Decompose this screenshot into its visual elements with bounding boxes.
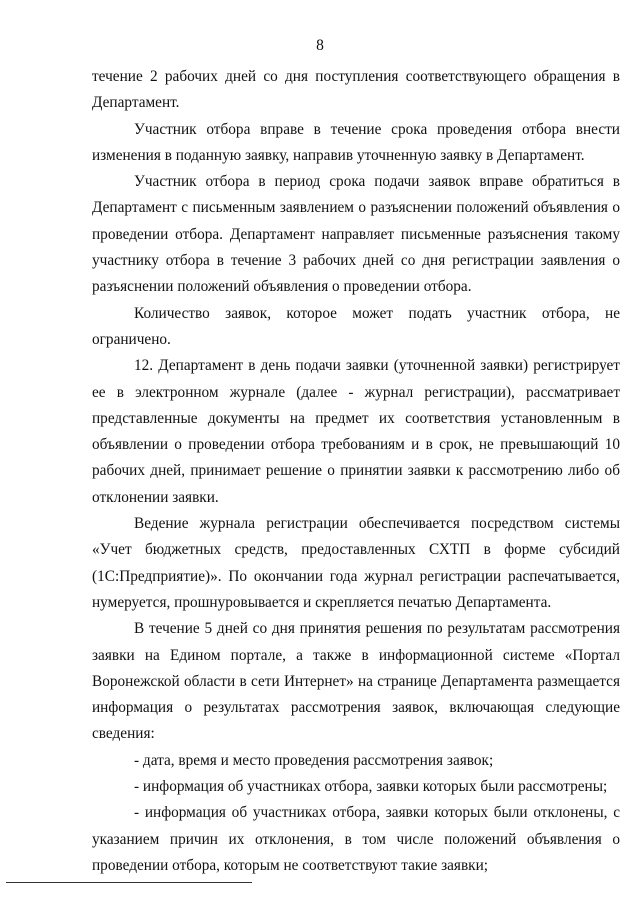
paragraph-clarification-request: Участник отбора в период срока подачи заявок вправе обратиться в Департамент с письменным заявлением о разъяснении положений объявления о проведении отбора. Департамент направляет письменные разъяснения такому участнику отбора в течение 3 рабочих дней со дня регистрации заявления о разъяснении положений объявления о проведении отбора.	[92, 173, 620, 296]
paragraph-item-12: 12. Департамент в день подачи заявки (уточненной заявки) регистрирует ее в электронном журнале (далее - журнал регистрации), рассматривает представленные документы на предмет их соответствия установленным в объявлении о проведении отбора требованиям и в срок, не превышающий 10 рабочих дней, принимает решение о принятии заявки к рассмотрению либо об отклонении заявки.	[92, 357, 620, 506]
paragraph-registration-journal: Ведение журнала регистрации обеспечивается посредством системы «Учет бюджетных средств, предоставленных СХТП в форме субсидий (1С:Предприятие)». По окончании года журнал регистрации распечатывается, нумеруется, прошнуровывается и скрепляется печатью Департамента.	[92, 515, 620, 611]
list-item-date-time-place: - дата, время и место проведения рассмотрения заявок;	[134, 751, 494, 769]
document-body	[92, 64, 620, 879]
paragraph-application-count: Количество заявок, которое может подать участник отбора, не ограничено.	[92, 304, 620, 348]
paragraph-continuation: течение 2 рабочих дней со дня поступления соответствующего обращения в Департамент.	[92, 68, 620, 112]
footer-divider	[6, 882, 252, 883]
paragraph-application-changes: Участник отбора вправе в течение срока проведения отбора внести изменения в поданную заявку, направив уточненную заявку в Департамент.	[92, 120, 620, 164]
paragraph-results-publication: В течение 5 дней со дня принятия решения по результатам рассмотрения заявки на Едином портале, а также в информационной системе «Портал Воронежской области в сети Интернет» на странице Департамента размещается информация о результатах рассмотрения заявок, включающая следующие сведения:	[92, 620, 620, 743]
page-number: 8	[316, 37, 324, 54]
list-item-reviewed-participants: - информация об участниках отбора, заявки которых были рассмотрены;	[134, 778, 608, 796]
list-item-rejected-participants: - информация об участниках отбора, заявки которых были отклонены, с указанием причин их отклонения, в том числе положений объявления о проведении отбора, которым не соответствуют такие заявки;	[92, 804, 620, 874]
